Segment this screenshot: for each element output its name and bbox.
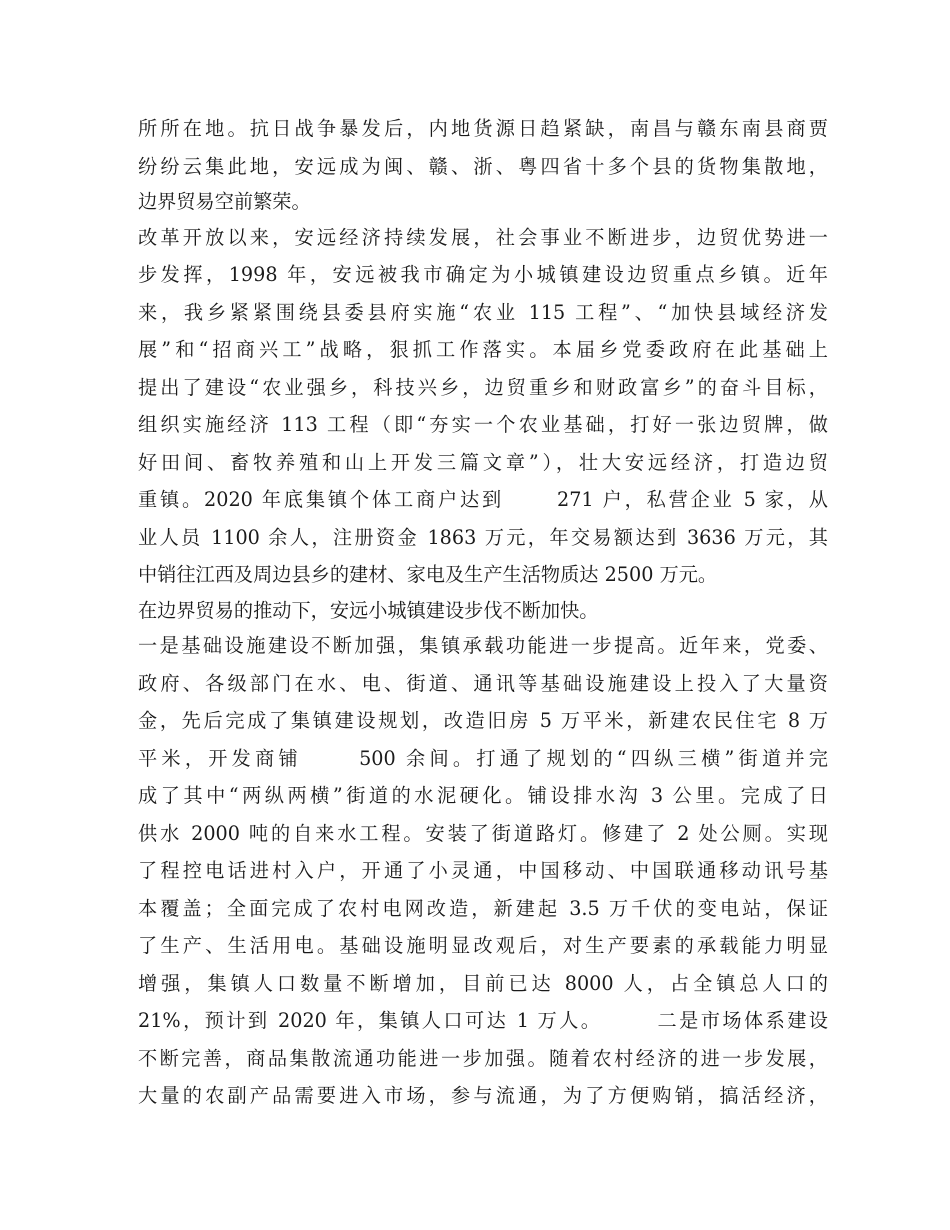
text-line: 大量的农副产品需要进入市场，参与流通，为了方便购销，搞活经济， [138,1084,828,1107]
text-line: 成了其中“两纵两横”街道的水泥硬化。铺设排水沟 3 公里。完成了日 [138,784,828,807]
text-line: 中销往江西及周边县乡的建材、家电及生产生活物质达 2500 万元。 [138,563,718,586]
text-line: 21%，预计到 2020 年，集镇人口可达 1 万人。 二是市场体系建设 [138,1009,828,1032]
text-line: 增强，集镇人口数量不断增加，目前已达 8000 人，占全镇总人口的 [138,971,828,995]
text-line: 展”和“招商兴工”战略，狠抓工作落实。本届乡党委政府在此基础上 [138,338,828,361]
text-line: 平米，开发商铺 500 余间。打通了规划的“四纵三横”街道并完 [138,746,828,770]
text-line: 了程控电话进村入户，开通了小灵通，中国移动、中国联通移动讯号基 [138,859,828,882]
text-line: 纷纷云集此地，安远成为闽、赣、浙、粤四省十多个县的货物集散地， [138,154,828,178]
text-line: 政府、各级部门在水、电、街道、通讯等基础设施建设上投入了大量资 [138,671,828,695]
text-line: 供水 2000 吨的自来水工程。安装了街道路灯。修建了 2 处公厕。实现 [138,821,828,845]
text-line: 步发挥，1998 年，安远被我市确定为小城镇建设边贸重点乡镇。近年 [138,263,828,286]
text-line: 本覆盖；全面完成了农村电网改造，新建起 3.5 万千伏的变电站，保证 [138,896,828,920]
text-line: 好田间、畜牧养殖和山上开发三篇文章”），壮大安远经济，打造边贸 [138,450,828,474]
text-line: 边界贸易空前繁荣。 [138,190,311,213]
text-line: 组织实施经济 113 工程（即“夯实一个农业基础，打好一张边贸牌，做 [138,413,828,436]
text-line: 改革开放以来，安远经济持续发展，社会事业不断进步，边贸优势进一 [138,225,828,249]
text-line: 一是基础设施建设不断加强，集镇承载功能进一步提高。近年来，党委、 [138,634,828,657]
text-line: 了生产、生活用电。基础设施明显改观后，对生产要素的承载能力明显 [138,934,828,957]
body-text [138,110,828,1115]
text-line: 来，我乡紧紧围绕县委县府实施“农业 115 工程”、“加快县域经济发 [138,300,828,324]
text-line: 所所在地。抗日战争暴发后，内地货源日趋紧缺，南昌与赣东南县商贾 [138,117,828,140]
text-line: 提出了建设“农业强乡，科技兴乡，边贸重乡和财政富乡”的奋斗目标， [138,375,828,399]
text-line: 不断完善，商品集散流通功能进一步加强。随着农村经济的进一步发展， [138,1046,828,1070]
text-line: 金，先后完成了集镇建设规划，改造旧房 5 万平米，新建农民住宅 8 万 [138,709,828,732]
text-line: 重镇。2020 年底集镇个体工商户达到 271 户，私营企业 5 家，从 [138,488,828,511]
text-line: 在边界贸易的推动下，安远小城镇建设步伐不断加快。 [138,598,599,622]
text-line: 业人员 1100 余人，注册资金 1863 万元，年交易额达到 3636 万元，其 [138,525,828,549]
